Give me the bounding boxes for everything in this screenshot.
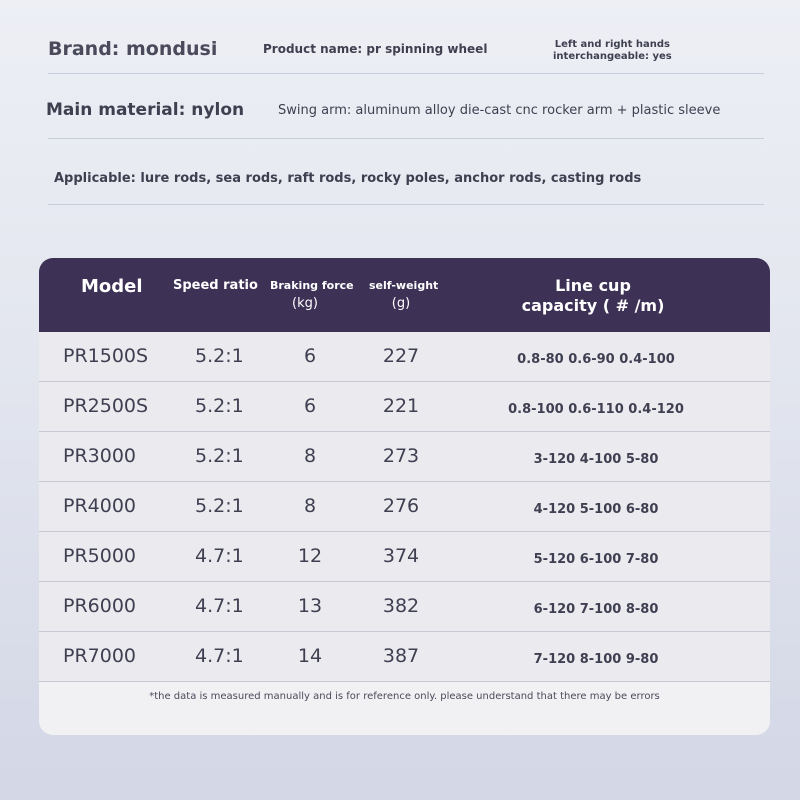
cell-speed-ratio: 5.2:1 [195,345,244,367]
info-row-brand [48,30,764,74]
footnote: *the data is measured manually and is for reference only. please understand that there may be errors [149,691,660,702]
cell-braking-force: 13 [297,595,323,617]
cell-speed-ratio: 5.2:1 [195,495,244,517]
cell-line-capacity: 6-120 7-100 8-80 [533,602,659,617]
cell-braking-force: 6 [303,345,317,367]
header-line-capacity-2: capacity ( # /m) [521,296,665,315]
cell-line-capacity: 7-120 8-100 9-80 [533,652,659,667]
table-row [39,532,770,582]
table-row [39,382,770,432]
cell-self-weight: 227 [382,345,420,367]
cell-self-weight: 273 [382,445,420,467]
table-row [39,432,770,482]
cell-model: PR2500S [63,395,149,417]
cell-line-capacity: 4-120 5-100 6-80 [533,502,659,517]
cell-speed-ratio: 5.2:1 [195,395,244,417]
header-self-weight-unit: (g) [391,296,411,311]
info-row-material [48,88,764,139]
cell-braking-force: 8 [303,445,317,467]
info-row-applicable [48,154,764,205]
cell-self-weight: 382 [382,595,420,617]
table-row [39,332,770,382]
table-header [39,258,770,332]
cell-braking-force: 14 [297,645,323,667]
cell-speed-ratio: 4.7:1 [195,595,244,617]
header-braking-force [270,279,354,311]
cell-self-weight: 221 [382,395,420,417]
brand-text: Brand: mondusi [48,38,218,60]
cell-line-capacity: 5-120 6-100 7-80 [533,552,659,567]
cell-speed-ratio: 4.7:1 [195,645,244,667]
spec-table [39,258,770,735]
table-row [39,482,770,532]
applicable-text: Applicable: lure rods, sea rods, raft rods, rocky poles, anchor rods, casting rods [54,171,642,186]
table-row [39,632,770,682]
swing-arm-text: Swing arm: aluminum alloy die-cast cnc rocker arm + plastic sleeve [278,103,721,118]
cell-self-weight: 387 [382,645,420,667]
cell-model: PR1500S [63,345,149,367]
hands-line-2: interchangeable: yes [553,51,672,62]
cell-line-capacity: 3-120 4-100 5-80 [533,452,659,467]
cell-line-capacity: 0.8-100 0.6-110 0.4-120 [508,402,684,417]
cell-braking-force: 8 [303,495,317,517]
cell-model: PR6000 [63,595,137,617]
hands-interchangeable-text [553,39,672,63]
material-text: Main material: nylon [46,100,245,120]
hands-line-1: Left and right hands [554,39,671,50]
cell-speed-ratio: 5.2:1 [195,445,244,467]
header-braking-force-unit: (kg) [292,296,318,311]
header-line-capacity-1: Line cup [555,276,631,295]
header-model: Model [81,276,143,297]
header-braking-force-label: Braking force [270,279,354,292]
cell-braking-force: 6 [303,395,317,417]
cell-model: PR3000 [63,445,137,467]
cell-speed-ratio: 4.7:1 [195,545,244,567]
table-row [39,582,770,632]
cell-line-capacity: 0.8-80 0.6-90 0.4-100 [517,352,675,367]
cell-self-weight: 276 [382,495,420,517]
header-self-weight-label: self-weight [369,279,439,292]
cell-braking-force: 12 [297,545,323,567]
cell-self-weight: 374 [382,545,420,567]
cell-model: PR7000 [63,645,137,667]
product-name-text: Product name: pr spinning wheel [263,42,488,56]
header-self-weight [369,279,439,311]
cell-model: PR5000 [63,545,137,567]
cell-model: PR4000 [63,495,137,517]
header-line-capacity [498,276,688,316]
header-speed-ratio: Speed ratio [173,278,258,293]
table-body [39,332,770,682]
